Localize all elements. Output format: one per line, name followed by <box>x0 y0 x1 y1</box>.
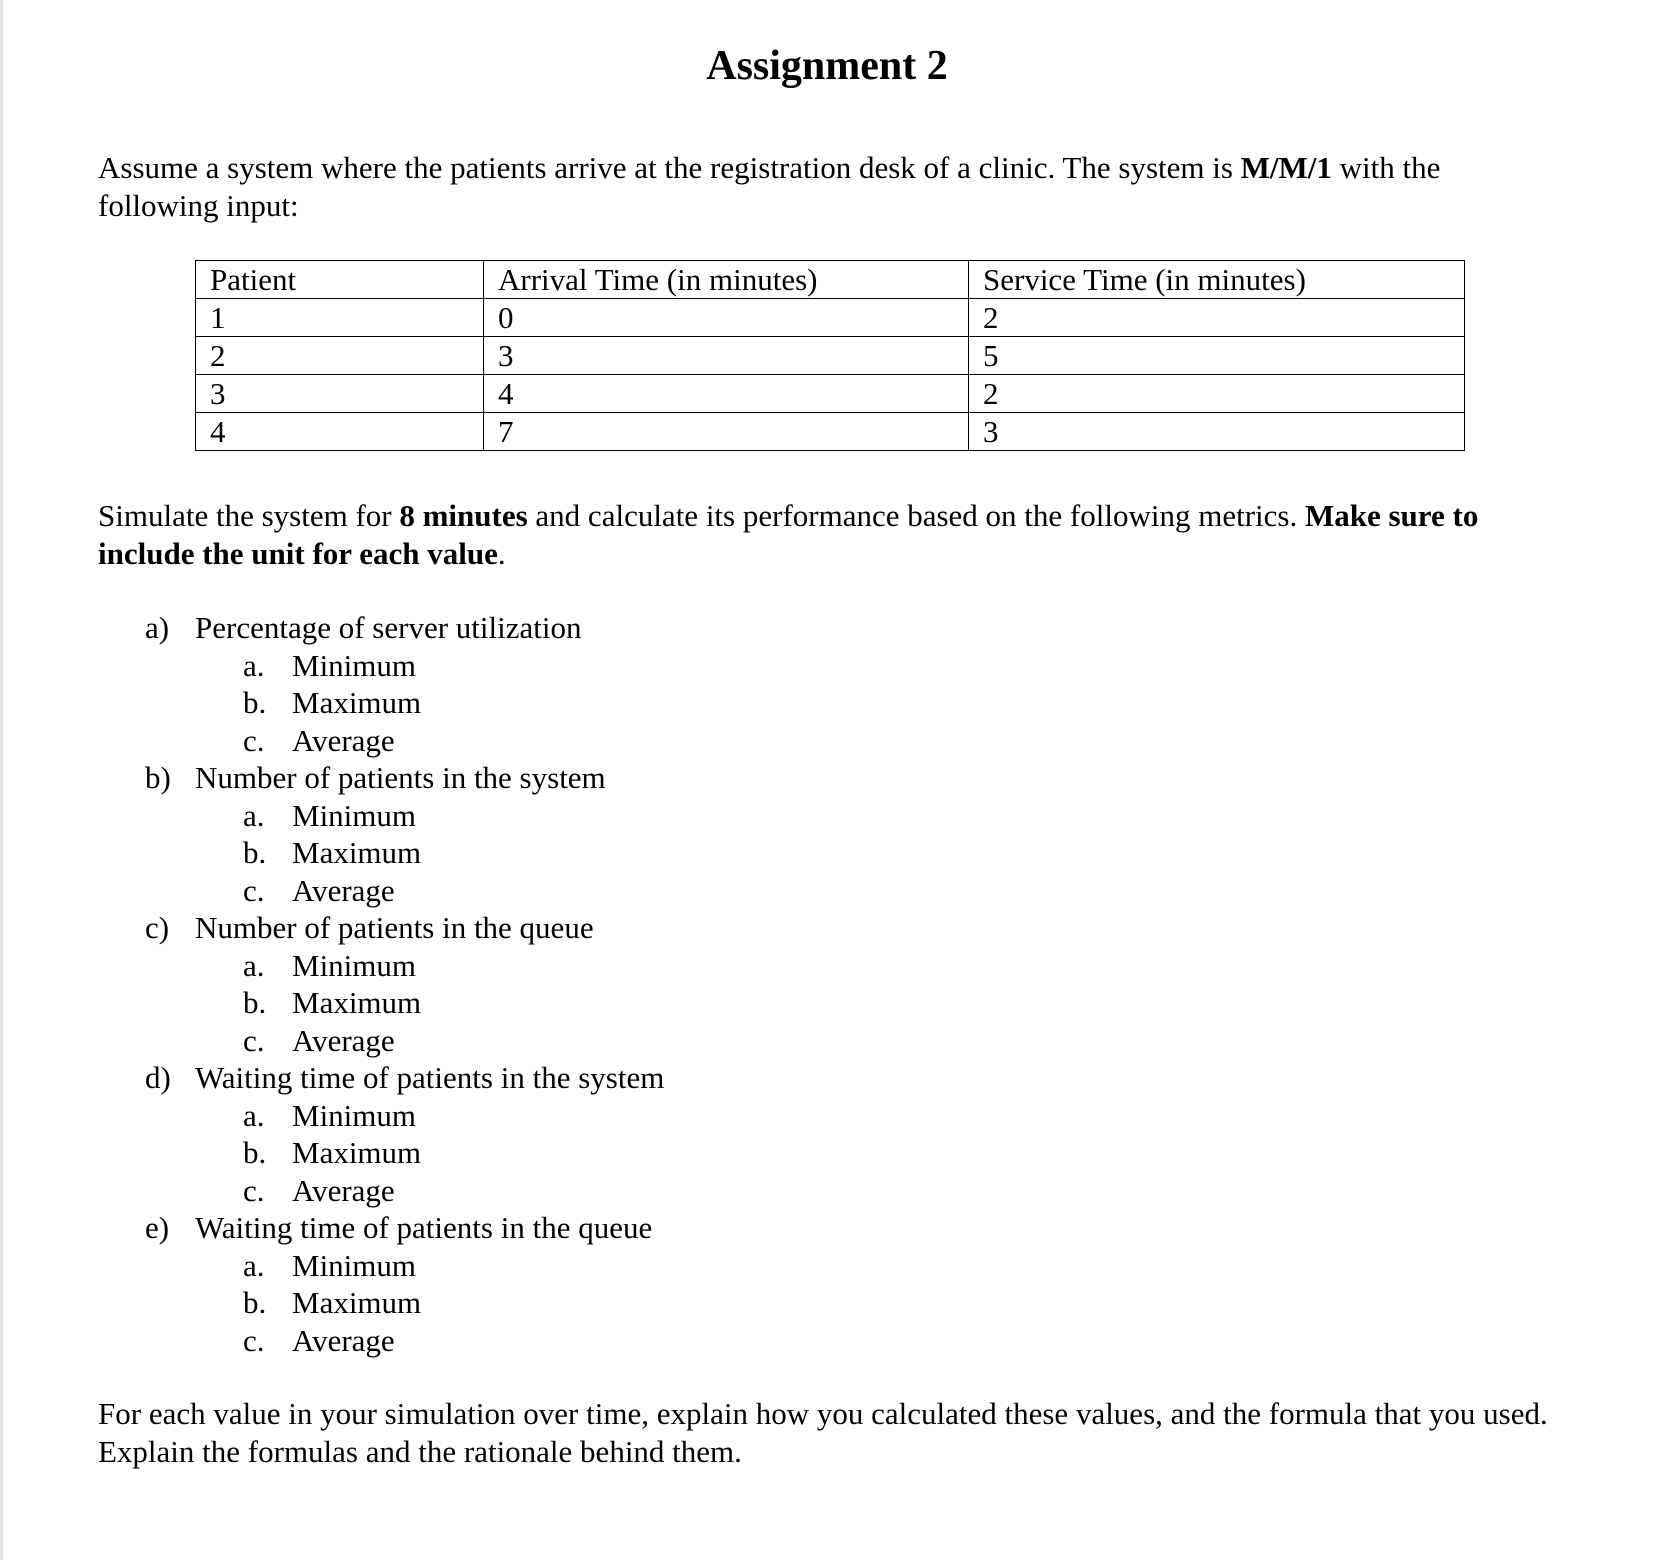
sub-label: Average <box>292 872 395 908</box>
sub-item <box>145 947 664 985</box>
table-row <box>196 299 1465 337</box>
sub-item <box>145 872 664 910</box>
sub-label: Minimum <box>292 1247 417 1283</box>
sub-label: Maximum <box>292 985 422 1020</box>
sub-label: Average <box>292 1172 395 1208</box>
sub-label: Maximum <box>292 835 422 870</box>
page-title: Assignment 2 <box>706 43 948 89</box>
metrics-list <box>145 609 664 1359</box>
sub-label: Maximum <box>292 685 422 720</box>
patient-input-table <box>195 260 1465 451</box>
metric-marker: a) <box>145 610 170 645</box>
table-header-cell: Service Time (in minutes) <box>969 261 1465 299</box>
sub-marker: a. <box>243 947 265 983</box>
sub-marker: b. <box>243 1135 267 1170</box>
simulate-duration: 8 minutes <box>399 498 528 533</box>
sub-marker: c. <box>243 872 265 908</box>
metric-marker: b) <box>145 760 171 795</box>
sub-label: Average <box>292 1322 395 1358</box>
simulate-text-before: Simulate the system for <box>98 498 400 533</box>
sub-label: Minimum <box>292 797 417 833</box>
table-cell: 3 <box>484 337 969 375</box>
sub-marker: c. <box>243 1322 265 1358</box>
table-cell: 3 <box>969 413 1465 451</box>
sub-label: Average <box>292 1022 395 1058</box>
intro-model: M/M/1 <box>1240 150 1332 185</box>
intro-paragraph <box>98 149 1568 225</box>
sub-item <box>145 984 664 1022</box>
table-row <box>196 375 1465 413</box>
sub-marker: c. <box>243 1172 265 1208</box>
simulate-paragraph <box>98 497 1568 573</box>
sub-marker: c. <box>243 722 265 758</box>
sub-item <box>145 1134 664 1172</box>
metric-label: Waiting time of patients in the system <box>195 1060 665 1095</box>
table-cell: 4 <box>484 375 969 413</box>
sub-item <box>145 797 664 835</box>
table-row <box>196 337 1465 375</box>
table-cell: 7 <box>484 413 969 451</box>
simulate-text-middle: and calculate its performance based on the following metrics. <box>527 498 1305 533</box>
table-cell: 5 <box>969 337 1465 375</box>
table-cell: 1 <box>196 299 484 337</box>
metric-item <box>145 759 664 909</box>
metric-item <box>145 1059 664 1209</box>
table-cell: 0 <box>484 299 969 337</box>
sub-marker: a. <box>243 797 265 833</box>
table-header-cell: Arrival Time (in minutes) <box>484 261 969 299</box>
sub-item <box>145 1247 664 1285</box>
sub-item <box>145 647 664 685</box>
closing-paragraph: For each value in your simulation over time, explain how you calculated these values, and the formula that you used. Explain the formulas and the rationale behind them. <box>98 1396 1548 1469</box>
metric-label: Waiting time of patients in the queue <box>195 1210 653 1245</box>
sub-label: Maximum <box>292 1285 422 1320</box>
sub-label: Minimum <box>292 1097 417 1133</box>
sub-marker: b. <box>243 685 267 720</box>
sub-item <box>145 722 664 760</box>
metric-marker: e) <box>145 1210 170 1245</box>
sub-marker: a. <box>243 1247 265 1283</box>
table-cell: 2 <box>969 375 1465 413</box>
intro-text-after: with the following input: <box>98 150 1441 223</box>
metric-item <box>145 609 664 759</box>
metric-marker: c) <box>145 910 170 945</box>
sub-item <box>145 1172 664 1210</box>
sub-label: Minimum <box>292 647 417 683</box>
sub-label: Maximum <box>292 1135 422 1170</box>
sub-marker: a. <box>243 647 265 683</box>
sub-label: Minimum <box>292 947 417 983</box>
sub-marker: c. <box>243 1022 265 1058</box>
intro-text-before: Assume a system where the patients arrive at the registration desk of a clinic. The system is <box>98 150 1241 185</box>
simulate-text-end: . <box>497 536 506 571</box>
sub-marker: a. <box>243 1097 265 1133</box>
metric-item <box>145 1209 664 1359</box>
table-header-cell: Patient <box>196 261 484 299</box>
sub-label: Average <box>292 722 395 758</box>
metric-label: Percentage of server utilization <box>195 610 582 645</box>
metric-label: Number of patients in the queue <box>195 910 594 945</box>
sub-marker: b. <box>243 1285 267 1320</box>
metric-item <box>145 909 664 1059</box>
table-cell: 4 <box>196 413 484 451</box>
metric-label: Number of patients in the system <box>195 760 606 795</box>
table-cell: 2 <box>196 337 484 375</box>
sub-item <box>145 1284 664 1322</box>
metric-marker: d) <box>145 1060 171 1095</box>
table-cell: 3 <box>196 375 484 413</box>
table-header-row <box>196 261 1465 299</box>
table-row <box>196 413 1465 451</box>
sub-item <box>145 684 664 722</box>
sub-item <box>145 1322 664 1360</box>
sub-item <box>145 1097 664 1135</box>
sub-item <box>145 1022 664 1060</box>
sub-item <box>145 834 664 872</box>
table-cell: 2 <box>969 299 1465 337</box>
sub-marker: b. <box>243 985 267 1020</box>
simulate-emphasis: Make sure to include the unit for each value <box>98 498 1479 571</box>
sub-marker: b. <box>243 835 267 870</box>
